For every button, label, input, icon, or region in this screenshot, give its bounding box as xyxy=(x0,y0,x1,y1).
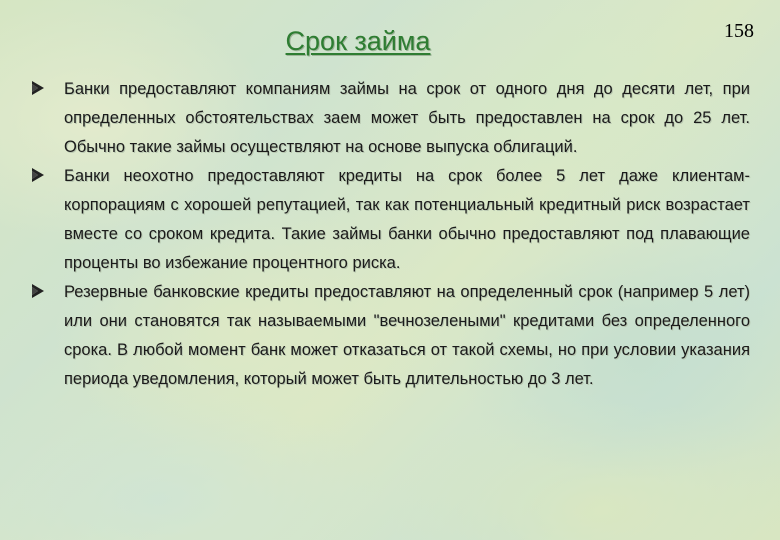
list-item xyxy=(30,75,750,162)
bullet-list xyxy=(30,75,750,394)
bullet-text: Банки неохотно предоставляют кредиты на срок более 5 лет даже клиентам-корпорациям с хорошей репутацией, так как потенциальный кредитный риск возрастает вместе со сроком кредита. Такие займы банки обычно предоставляют под плавающие проценты во избежание процентного риска. xyxy=(64,167,750,272)
arrow-bullet-icon xyxy=(32,284,44,298)
arrow-bullet-icon xyxy=(32,168,44,182)
list-item xyxy=(30,162,750,278)
list-item xyxy=(30,278,750,394)
bullet-text: Резервные банковские кредиты предоставляют на определенный срок (например 5 лет) или они становятся так называемыми "вечнозелеными" кредитами без определенного срока. В любой момент банк может отказаться от такой схемы, но при условии указания периода уведомления, который может быть длительностью до 3 лет. xyxy=(64,283,750,388)
slide-number: 158 xyxy=(724,20,754,42)
page-title: Срок займа xyxy=(285,26,431,56)
arrow-bullet-icon xyxy=(32,81,44,95)
bullet-text: Банки предоставляют компаниям займы на срок от одного дня до десяти лет, при определенных обстоятельствах заем может быть предоставлен на срок до 25 лет. Обычно такие займы осуществляют на основе выпуска облигаций. xyxy=(64,80,750,156)
